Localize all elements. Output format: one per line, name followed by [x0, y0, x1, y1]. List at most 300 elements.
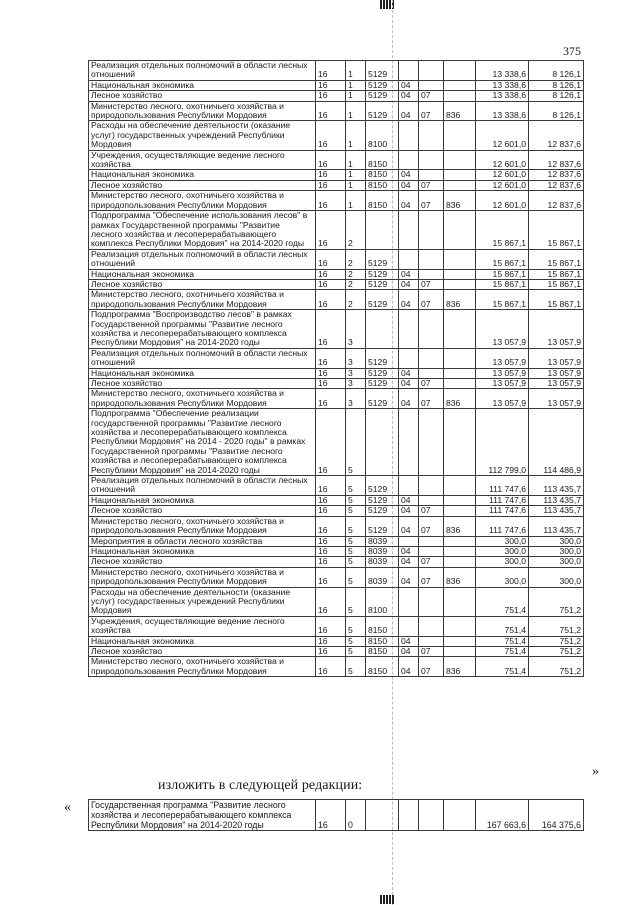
- row-name: Лесное хозяйство: [89, 646, 316, 656]
- table-row: [89, 567, 584, 587]
- cell-code-item: 8039: [366, 557, 399, 567]
- cell-value-2016: 12 837,6: [529, 150, 584, 170]
- cell-value-2015: 15 867,1: [476, 279, 529, 289]
- cell-code-ministry: 16: [316, 567, 346, 587]
- cell-value-2016: 15 867,1: [529, 290, 584, 310]
- cell-value-2016: 13 057,9: [529, 368, 584, 378]
- cell-code-ministry: 16: [316, 557, 346, 567]
- cell-code-expense: [444, 180, 476, 190]
- cell-code-subsection: 07: [419, 389, 444, 409]
- cell-code-ministry: 16: [316, 310, 346, 349]
- cell-value-2015: 15 867,1: [476, 269, 529, 279]
- cell-code-item: 5129: [366, 80, 399, 90]
- cell-value-2015: 13 057,9: [476, 379, 529, 389]
- closing-quote: »: [592, 764, 599, 779]
- row-name: Реализация отдельных полномочий в области лесных отношений: [89, 476, 316, 496]
- row-name: Реализация отдельных полномочий в области лесных отношений: [89, 249, 316, 269]
- cell-code-subsection: [419, 170, 444, 180]
- cell-value-2015: 13 057,9: [476, 348, 529, 368]
- cell-code-item: 8150: [366, 150, 399, 170]
- cell-code-section: 04: [399, 646, 419, 656]
- cell-code-ministry: 16: [316, 616, 346, 636]
- cell-value-2015: 751,4: [476, 657, 529, 677]
- cell-value-2016: 751,2: [529, 616, 584, 636]
- cell-code-expense: [444, 269, 476, 279]
- cell-code-expense: [444, 170, 476, 180]
- cell-value-2016: 13 057,9: [529, 348, 584, 368]
- cell-value-2015: 15 867,1: [476, 211, 529, 250]
- cell-code-section: [399, 536, 419, 546]
- cell-code-subprogram: 5: [346, 546, 366, 556]
- cell-value-2016: 300,0: [529, 557, 584, 567]
- cell-value-2015: 300,0: [476, 557, 529, 567]
- cell-code-item: 5129: [366, 389, 399, 409]
- cell-code-subprogram: 1: [346, 91, 366, 101]
- table-row: [89, 379, 584, 389]
- cell-code-item: 5129: [366, 379, 399, 389]
- row-name: Лесное хозяйство: [89, 557, 316, 567]
- table-row: [89, 269, 584, 279]
- cell-code-expense: [444, 409, 476, 476]
- cell-code-ministry: 16: [316, 646, 346, 656]
- cell-code-section: 04: [399, 516, 419, 536]
- cell-code-section: [399, 800, 419, 831]
- table-row: [89, 170, 584, 180]
- table-row: [89, 657, 584, 677]
- opening-quote: «: [64, 800, 71, 815]
- cell-code-expense: [444, 61, 476, 81]
- cell-code-ministry: 16: [316, 61, 346, 81]
- cell-code-item: 5129: [366, 101, 399, 121]
- table-row: [89, 506, 584, 516]
- cell-code-subsection: [419, 80, 444, 90]
- cell-code-expense: [444, 616, 476, 636]
- cell-code-item: 5129: [366, 249, 399, 269]
- table-row: [89, 368, 584, 378]
- row-name: Национальная экономика: [89, 636, 316, 646]
- cell-value-2015: 12 601,0: [476, 180, 529, 190]
- cell-code-subsection: [419, 249, 444, 269]
- cell-value-2016: 8 126,1: [529, 61, 584, 81]
- cell-code-subprogram: 5: [346, 587, 366, 616]
- cell-code-subprogram: 1: [346, 191, 366, 211]
- cell-code-expense: [444, 587, 476, 616]
- cell-value-2016: 13 057,9: [529, 379, 584, 389]
- cell-value-2015: 15 867,1: [476, 249, 529, 269]
- cell-code-expense: [444, 310, 476, 349]
- cell-code-subprogram: 5: [346, 646, 366, 656]
- cell-code-item: [366, 211, 399, 250]
- cell-code-ministry: 16: [316, 150, 346, 170]
- cell-value-2016: 15 867,1: [529, 211, 584, 250]
- table-row: [89, 587, 584, 616]
- cell-value-2016: 113 435,7: [529, 476, 584, 496]
- cell-code-subprogram: 5: [346, 506, 366, 516]
- table-row: [89, 476, 584, 496]
- cell-code-item: [366, 409, 399, 476]
- cell-code-subprogram: 2: [346, 269, 366, 279]
- cell-code-item: 5129: [366, 516, 399, 536]
- cell-value-2016: 751,2: [529, 636, 584, 646]
- table-row: [89, 101, 584, 121]
- cell-code-ministry: 16: [316, 121, 346, 150]
- cell-value-2016: 751,2: [529, 646, 584, 656]
- cell-code-ministry: 16: [316, 180, 346, 190]
- table-row: [89, 348, 584, 368]
- cell-code-subsection: 07: [419, 191, 444, 211]
- cell-code-expense: [444, 348, 476, 368]
- cell-code-ministry: 16: [316, 506, 346, 516]
- cell-value-2015: 15 867,1: [476, 290, 529, 310]
- row-name: Министерство лесного, охотничьего хозяйства и природопользования Республики Мордовия: [89, 657, 316, 677]
- row-name: Национальная экономика: [89, 495, 316, 505]
- cell-code-item: 8039: [366, 546, 399, 556]
- row-name: Учреждения, осуществляющие ведение лесного хозяйства: [89, 616, 316, 636]
- cell-code-section: [399, 249, 419, 269]
- cell-code-ministry: 16: [316, 249, 346, 269]
- table-row: [89, 409, 584, 476]
- cell-code-ministry: 16: [316, 279, 346, 289]
- cell-value-2016: 114 486,9: [529, 409, 584, 476]
- cell-value-2015: 300,0: [476, 546, 529, 556]
- cell-value-2016: 300,0: [529, 567, 584, 587]
- page-number: 375: [563, 44, 581, 58]
- cell-value-2016: 113 435,7: [529, 506, 584, 516]
- cell-value-2015: 13 057,9: [476, 310, 529, 349]
- cell-code-item: 8150: [366, 191, 399, 211]
- cell-code-section: 04: [399, 80, 419, 90]
- cell-code-expense: 836: [444, 191, 476, 211]
- cell-code-subsection: [419, 495, 444, 505]
- cell-code-expense: [444, 80, 476, 90]
- cell-value-2016: 751,2: [529, 657, 584, 677]
- cell-code-expense: 836: [444, 516, 476, 536]
- cell-code-ministry: 16: [316, 389, 346, 409]
- cell-code-subsection: [419, 61, 444, 81]
- row-name: Национальная экономика: [89, 368, 316, 378]
- cell-code-subsection: 07: [419, 657, 444, 677]
- cell-value-2015: 751,4: [476, 636, 529, 646]
- row-name: Мероприятия в области лесного хозяйства: [89, 536, 316, 546]
- cell-code-section: [399, 616, 419, 636]
- table-row: [89, 557, 584, 567]
- cell-code-expense: [444, 91, 476, 101]
- row-name: Реализация отдельных полномочий в области лесных отношений: [89, 348, 316, 368]
- cell-code-ministry: 16: [316, 80, 346, 90]
- cell-code-item: [366, 310, 399, 349]
- row-name: Учреждения, осуществляющие ведение лесного хозяйства: [89, 150, 316, 170]
- cell-code-subsection: 07: [419, 557, 444, 567]
- cell-code-subsection: 07: [419, 101, 444, 121]
- cell-code-section: [399, 61, 419, 81]
- cell-code-subprogram: 5: [346, 409, 366, 476]
- cell-code-subsection: 07: [419, 279, 444, 289]
- row-name: Лесное хозяйство: [89, 279, 316, 289]
- cell-code-section: 04: [399, 389, 419, 409]
- cell-code-item: 5129: [366, 476, 399, 496]
- table-row: [89, 80, 584, 90]
- cell-code-subsection: [419, 587, 444, 616]
- cell-code-section: 04: [399, 191, 419, 211]
- cell-code-subprogram: 1: [346, 80, 366, 90]
- cell-code-ministry: 16: [316, 657, 346, 677]
- cell-value-2016: 8 126,1: [529, 101, 584, 121]
- cell-code-subprogram: 3: [346, 368, 366, 378]
- cell-value-2016: 12 837,6: [529, 191, 584, 211]
- cell-code-item: 5129: [366, 269, 399, 279]
- cell-value-2015: 751,4: [476, 587, 529, 616]
- row-name: Расходы на обеспечение деятельности (оказание услуг) государственных учреждений Республики Мордовия: [89, 587, 316, 616]
- cell-code-subprogram: 5: [346, 636, 366, 646]
- cell-code-item: 5129: [366, 368, 399, 378]
- cell-value-2016: 113 435,7: [529, 495, 584, 505]
- table-row: [89, 495, 584, 505]
- cell-value-2015: 167 663,6: [476, 800, 529, 831]
- cell-code-subsection: 07: [419, 290, 444, 310]
- cell-code-item: [366, 800, 399, 831]
- cell-code-subprogram: 3: [346, 389, 366, 409]
- cell-value-2015: 12 601,0: [476, 121, 529, 150]
- cell-value-2016: 15 867,1: [529, 249, 584, 269]
- cell-code-section: 04: [399, 91, 419, 101]
- cell-code-subsection: [419, 150, 444, 170]
- table-row: [89, 646, 584, 656]
- amendment-caption: изложить в следующей редакции:: [158, 778, 363, 793]
- cell-code-subsection: 07: [419, 91, 444, 101]
- cell-code-expense: 836: [444, 567, 476, 587]
- cell-code-expense: 836: [444, 101, 476, 121]
- amended-budget-table: [88, 799, 584, 831]
- cell-code-expense: 836: [444, 389, 476, 409]
- cell-code-subsection: [419, 536, 444, 546]
- cell-code-expense: [444, 646, 476, 656]
- table-row: [89, 800, 584, 831]
- cell-code-subsection: 07: [419, 379, 444, 389]
- cell-value-2016: 300,0: [529, 546, 584, 556]
- row-name: Министерство лесного, охотничьего хозяйства и природопользования Республики Мордовия: [89, 290, 316, 310]
- cell-code-section: [399, 150, 419, 170]
- cell-code-subprogram: 2: [346, 290, 366, 310]
- cell-code-subprogram: 1: [346, 180, 366, 190]
- cell-code-item: 5129: [366, 506, 399, 516]
- row-name: Министерство лесного, охотничьего хозяйства и природопользования Республики Мордовия: [89, 191, 316, 211]
- cell-code-item: 8150: [366, 180, 399, 190]
- cell-value-2015: 111 747,6: [476, 495, 529, 505]
- cell-code-expense: [444, 279, 476, 289]
- cell-code-expense: [444, 379, 476, 389]
- cell-code-subprogram: 1: [346, 170, 366, 180]
- cell-value-2015: 13 338,6: [476, 101, 529, 121]
- cell-code-ministry: 16: [316, 516, 346, 536]
- cell-code-item: 8150: [366, 646, 399, 656]
- cell-code-ministry: 16: [316, 587, 346, 616]
- row-name: Министерство лесного, охотничьего хозяйства и природопользования Республики Мордовия: [89, 101, 316, 121]
- table-row: [89, 180, 584, 190]
- cell-code-subsection: 07: [419, 516, 444, 536]
- cell-value-2015: 300,0: [476, 536, 529, 546]
- cell-value-2015: 112 799,0: [476, 409, 529, 476]
- table-row: [89, 91, 584, 101]
- row-name: Национальная экономика: [89, 80, 316, 90]
- cell-code-subsection: 07: [419, 506, 444, 516]
- cell-value-2015: 13 338,6: [476, 61, 529, 81]
- cell-value-2016: 164 375,6: [529, 800, 584, 831]
- cell-code-subsection: [419, 476, 444, 496]
- cell-value-2015: 13 057,9: [476, 368, 529, 378]
- row-name: Подпрограмма "Воспроизводство лесов" в рамках Государственной программы "Развитие лесного хозяйства и лесоперерабатывающего комплекса Республики Мордовия" на 2014-2020 годы: [89, 310, 316, 349]
- cell-code-item: 5129: [366, 348, 399, 368]
- cell-value-2016: 15 867,1: [529, 269, 584, 279]
- cell-code-ministry: 16: [316, 636, 346, 646]
- row-name: Лесное хозяйство: [89, 506, 316, 516]
- cell-code-subsection: 07: [419, 567, 444, 587]
- cell-code-subsection: [419, 348, 444, 368]
- cell-code-ministry: 16: [316, 191, 346, 211]
- cell-code-subsection: [419, 368, 444, 378]
- row-name: Лесное хозяйство: [89, 180, 316, 190]
- cell-code-subsection: [419, 546, 444, 556]
- cell-code-section: 04: [399, 495, 419, 505]
- cell-code-ministry: 16: [316, 269, 346, 279]
- row-name: Лесное хозяйство: [89, 379, 316, 389]
- cell-value-2016: 12 837,6: [529, 180, 584, 190]
- cell-value-2015: 12 601,0: [476, 170, 529, 180]
- cell-value-2015: 111 747,6: [476, 476, 529, 496]
- row-name: Государственная программа "Развитие лесного хозяйства и лесоперерабатывающего комплекса Республики Мордовия" на 2014-2020 годы: [89, 800, 316, 831]
- table-row: [89, 61, 584, 81]
- cell-code-subsection: [419, 310, 444, 349]
- cell-code-subprogram: 1: [346, 61, 366, 81]
- scan-mark-bottom: [380, 895, 394, 904]
- cell-code-section: [399, 476, 419, 496]
- cell-code-subsection: [419, 409, 444, 476]
- table-row: [89, 249, 584, 269]
- cell-code-expense: [444, 557, 476, 567]
- cell-code-section: [399, 409, 419, 476]
- table-row: [89, 636, 584, 646]
- cell-code-subsection: [419, 269, 444, 279]
- cell-code-subprogram: 2: [346, 279, 366, 289]
- cell-code-ministry: 16: [316, 348, 346, 368]
- cell-value-2015: 751,4: [476, 646, 529, 656]
- cell-code-ministry: 16: [316, 536, 346, 546]
- cell-value-2016: 113 435,7: [529, 516, 584, 536]
- row-name: Национальная экономика: [89, 269, 316, 279]
- cell-code-subprogram: 5: [346, 536, 366, 546]
- cell-code-section: 04: [399, 368, 419, 378]
- table-row: [89, 310, 584, 349]
- cell-code-item: 5129: [366, 290, 399, 310]
- table-row: [89, 389, 584, 409]
- table-row: [89, 290, 584, 310]
- table-row: [89, 150, 584, 170]
- cell-code-subsection: [419, 616, 444, 636]
- cell-value-2016: 8 126,1: [529, 91, 584, 101]
- cell-code-section: [399, 348, 419, 368]
- cell-code-section: 04: [399, 290, 419, 310]
- cell-value-2016: 13 057,9: [529, 310, 584, 349]
- cell-code-section: 04: [399, 269, 419, 279]
- cell-code-subprogram: 1: [346, 150, 366, 170]
- cell-value-2016: 15 867,1: [529, 279, 584, 289]
- cell-code-item: 8039: [366, 536, 399, 546]
- cell-value-2015: 12 601,0: [476, 191, 529, 211]
- cell-code-subsection: 07: [419, 646, 444, 656]
- cell-value-2015: 13 057,9: [476, 389, 529, 409]
- cell-code-item: 8150: [366, 657, 399, 677]
- cell-code-subprogram: 5: [346, 476, 366, 496]
- row-name: Лесное хозяйство: [89, 91, 316, 101]
- cell-code-subsection: [419, 800, 444, 831]
- budget-table: [88, 60, 584, 677]
- cell-code-section: 04: [399, 557, 419, 567]
- row-name: Национальная экономика: [89, 546, 316, 556]
- cell-code-subprogram: 5: [346, 567, 366, 587]
- cell-code-subprogram: 1: [346, 121, 366, 150]
- cell-code-ministry: 16: [316, 101, 346, 121]
- cell-code-subsection: [419, 211, 444, 250]
- cell-code-expense: [444, 506, 476, 516]
- cell-code-expense: [444, 495, 476, 505]
- cell-code-section: 04: [399, 279, 419, 289]
- cell-code-expense: [444, 249, 476, 269]
- cell-value-2016: 13 057,9: [529, 389, 584, 409]
- cell-code-expense: [444, 636, 476, 646]
- table-row: [89, 516, 584, 536]
- cell-code-expense: [444, 800, 476, 831]
- cell-code-ministry: 16: [316, 170, 346, 180]
- table-row: [89, 121, 584, 150]
- cell-code-expense: 836: [444, 657, 476, 677]
- cell-code-subprogram: 0: [346, 800, 366, 831]
- cell-code-ministry: 16: [316, 495, 346, 505]
- row-name: Министерство лесного, охотничьего хозяйства и природопользования Республики Мордовия: [89, 567, 316, 587]
- cell-code-section: 04: [399, 170, 419, 180]
- cell-code-section: 04: [399, 657, 419, 677]
- cell-code-expense: [444, 211, 476, 250]
- cell-code-ministry: 16: [316, 379, 346, 389]
- cell-code-subprogram: 3: [346, 379, 366, 389]
- cell-code-expense: [444, 546, 476, 556]
- table-row: [89, 191, 584, 211]
- cell-code-section: 04: [399, 101, 419, 121]
- cell-value-2016: 751,2: [529, 587, 584, 616]
- row-name: Национальная экономика: [89, 170, 316, 180]
- cell-code-expense: [444, 476, 476, 496]
- cell-value-2016: 12 837,6: [529, 170, 584, 180]
- cell-code-subprogram: 5: [346, 616, 366, 636]
- cell-code-section: 04: [399, 567, 419, 587]
- cell-code-expense: [444, 150, 476, 170]
- cell-code-expense: 836: [444, 290, 476, 310]
- table-row: [89, 279, 584, 289]
- cell-code-section: [399, 121, 419, 150]
- row-name: Подпрограмма "Обеспечение реализации государственной программы "Развитие лесного хозяйства и лесоперерабатывающего комплекса Республики Мордовия" на 2014 - 2020 годы" в рамках Государственной программы "Развитие лесного хозяйства и лесоперерабатывающего комплекса Республики Мордовия" на 2014-2020 годы: [89, 409, 316, 476]
- cell-value-2015: 12 601,0: [476, 150, 529, 170]
- cell-code-subprogram: 5: [346, 557, 366, 567]
- cell-code-ministry: 16: [316, 91, 346, 101]
- cell-code-section: 04: [399, 180, 419, 190]
- cell-code-section: [399, 587, 419, 616]
- cell-code-expense: [444, 536, 476, 546]
- cell-code-item: 8150: [366, 616, 399, 636]
- cell-code-section: [399, 310, 419, 349]
- table-row: [89, 546, 584, 556]
- cell-code-subprogram: 3: [346, 310, 366, 349]
- cell-code-section: 04: [399, 379, 419, 389]
- cell-code-subsection: 07: [419, 180, 444, 190]
- row-name: Министерство лесного, охотничьего хозяйства и природопользования Республики Мордовия: [89, 389, 316, 409]
